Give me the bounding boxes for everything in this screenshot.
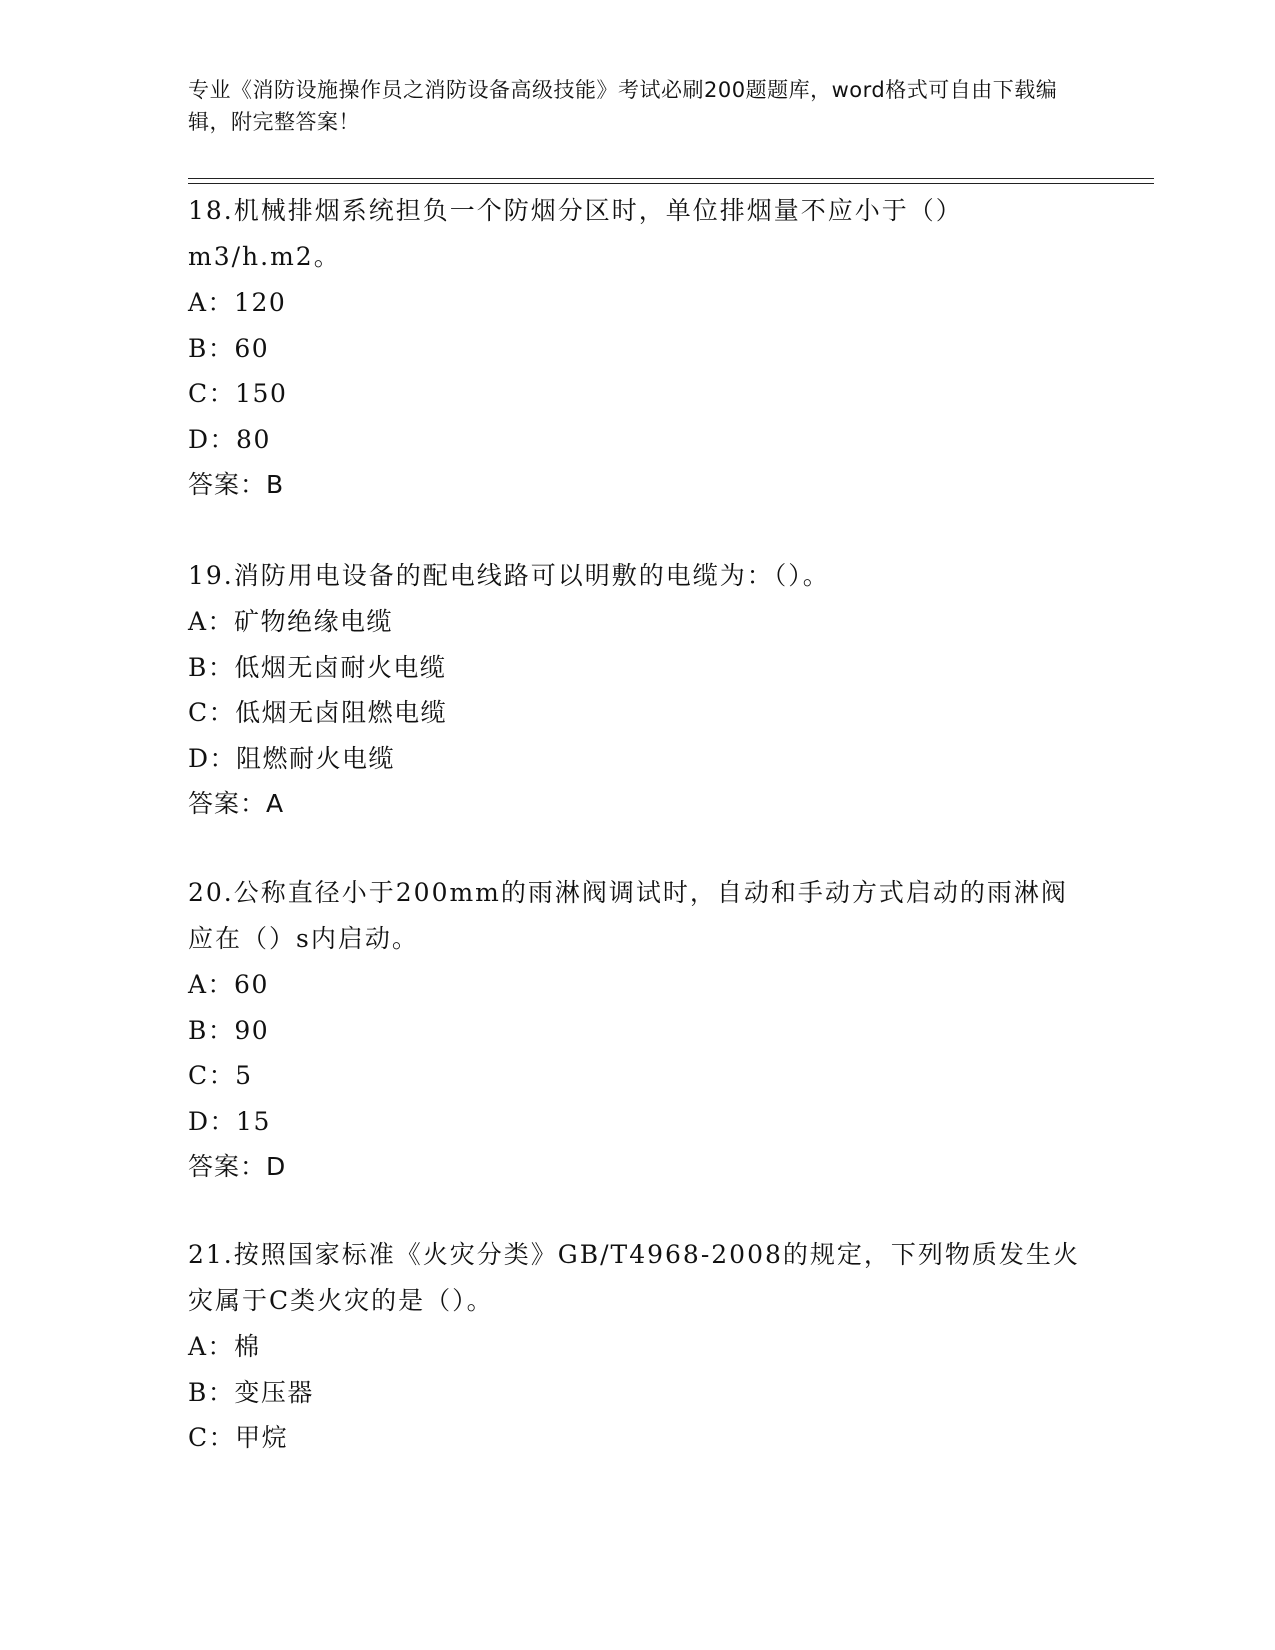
option-a: A：60 xyxy=(188,970,269,999)
answer: 答案：D xyxy=(188,1152,287,1181)
option-c: C：5 xyxy=(188,1061,253,1090)
option-b: B：90 xyxy=(188,1015,270,1045)
question-text: 20.公称直径小于200mm的雨淋阀调试时，自动和手动方式启动的雨淋阀应在（）s内启动。 xyxy=(188,878,1068,953)
question-text: 21.按照国家标准《火灾分类》GB/T4968-2008的规定，下列物质发生火灾属于C类火灾的是（）。 xyxy=(188,1240,1080,1315)
option-c: C：甲烷 xyxy=(188,1423,289,1452)
option-d: D：80 xyxy=(188,424,271,454)
question-text: 19.消防用电设备的配电线路可以明敷的电缆为：（）。 xyxy=(188,561,830,590)
option-b: B：低烟无卤耐火电缆 xyxy=(188,652,447,682)
option-a: A：120 xyxy=(188,288,287,317)
answer: 答案：B xyxy=(188,470,285,499)
question-18 xyxy=(188,188,1088,508)
question-21 xyxy=(188,1232,1088,1461)
option-d: D：阻燃耐火电缆 xyxy=(188,743,396,773)
document-header: 专业《消防设施操作员之消防设备高级技能》考试必刷200题题库，word格式可自由下载编辑，附完整答案！ xyxy=(188,78,1058,134)
option-a: A：矿物绝缘电缆 xyxy=(188,607,394,636)
answer: 答案：A xyxy=(188,789,285,818)
option-c: C：150 xyxy=(188,379,288,408)
option-d: D：15 xyxy=(188,1106,271,1136)
question-text: 18.机械排烟系统担负一个防烟分区时，单位排烟量不应小于（）m3/h.m2。 xyxy=(188,196,963,271)
option-c: C：低烟无卤阻燃电缆 xyxy=(188,698,448,727)
question-20 xyxy=(188,870,1088,1190)
option-b: B：变压器 xyxy=(188,1377,314,1407)
option-a: A：棉 xyxy=(188,1332,261,1361)
option-b: B：60 xyxy=(188,333,270,363)
header-divider-bottom xyxy=(188,183,1154,184)
header-divider-top xyxy=(188,178,1154,179)
question-19 xyxy=(188,553,1088,827)
